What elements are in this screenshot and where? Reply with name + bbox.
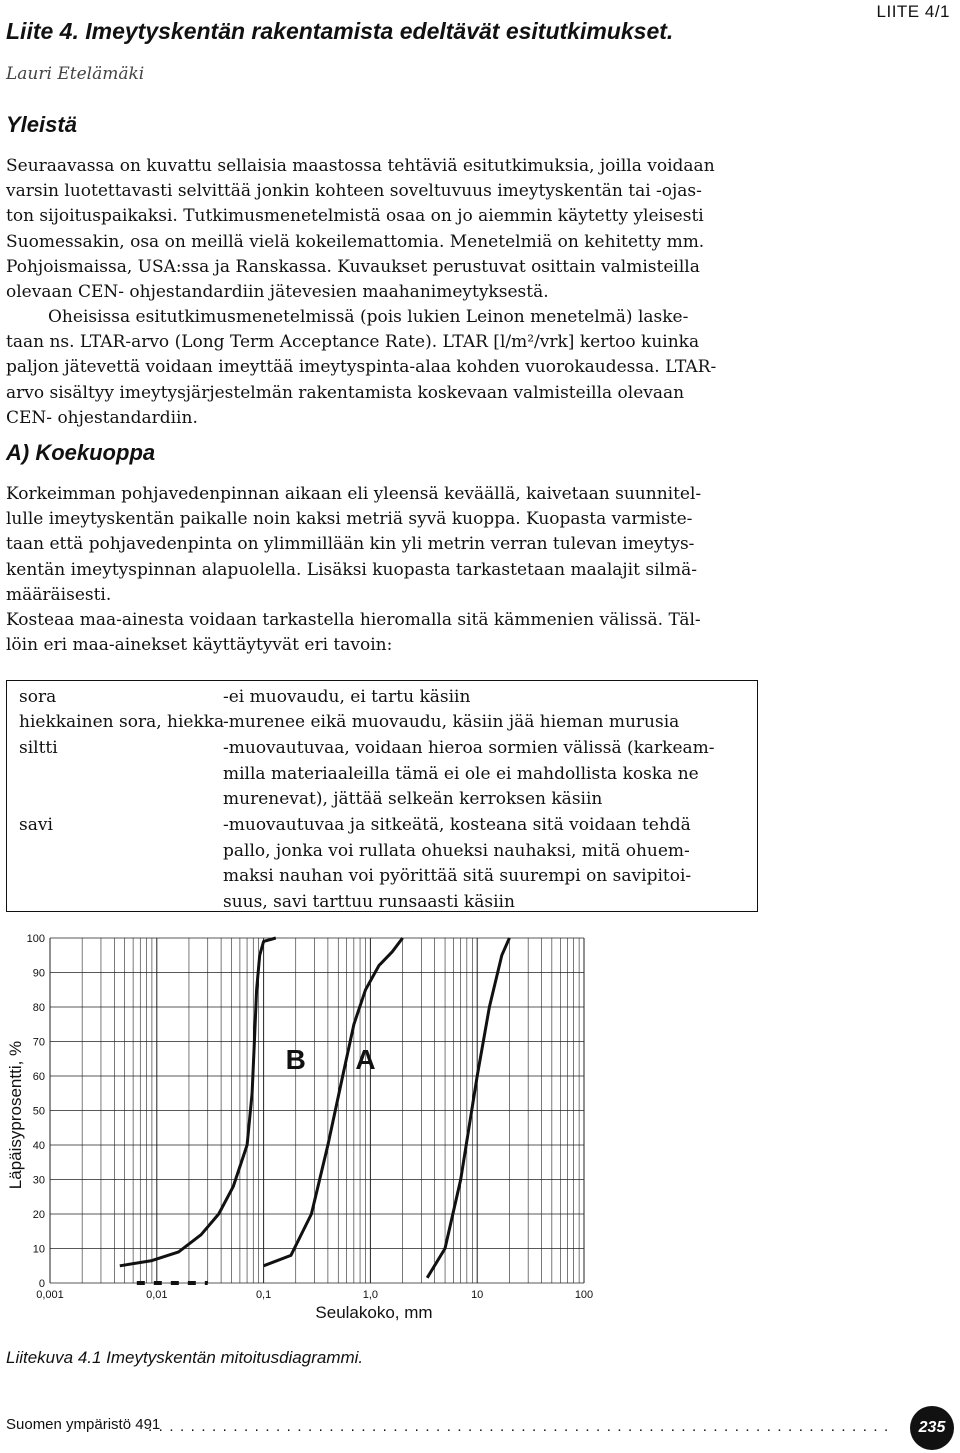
- text-line: varsin luotettavasti selvittää jonkin kohteen soveltuvuus imeytyskentän tai -ojas-: [6, 181, 702, 202]
- y-tick-label: 0: [38, 1278, 45, 1290]
- soil-description-line: -muovautuvaa, voidaan hieroa sormien välissä (karkeam-: [223, 738, 715, 758]
- y-tick-label: 20: [32, 1209, 45, 1221]
- paragraph-general-1: [6, 154, 758, 305]
- text-line: CEN- ohjestandardiin.: [6, 407, 198, 428]
- figure-caption: Liitekuva 4.1 Imeytyskentän mitoitusdiagrammi.: [6, 1348, 364, 1367]
- soil-description: [223, 685, 470, 711]
- soil-behaviour-table: [6, 680, 758, 912]
- section-heading-test-pit: A) Koekuoppa: [6, 440, 156, 465]
- text-line: arvo sisältyy imeytysjärjestelmän rakentamista koskevaan valmisteilla olevaan: [6, 382, 685, 403]
- text-line: ton sijoituspaikaksi. Tutkimusmenetelmistä osaa on jo aiemmin käytetty yleisesti: [6, 206, 704, 227]
- text-line: Suomessakin, osa on meillä vielä kokeilemattomia. Menetelmiä on kehitetty mm.: [6, 231, 705, 252]
- x-tick-label: 1,0: [362, 1289, 379, 1301]
- grain-size-chart: [0, 925, 640, 1335]
- soil-description-line: milla materiaaleilla tämä ei ole ei mahdollista koska ne: [223, 763, 699, 784]
- soil-term: hiekkainen sora, hiekka: [19, 712, 225, 732]
- grain-size-chart-svg: [0, 925, 640, 1335]
- soil-description-line: -ei muovaudu, ei tartu käsiin: [223, 687, 471, 707]
- x-axis-title: Seulakoko, mm: [315, 1303, 433, 1322]
- x-tick-label: 0,001: [36, 1289, 64, 1301]
- y-tick-label: 100: [26, 933, 45, 945]
- soil-description: [223, 813, 691, 915]
- text-line: olevaan CEN- ohjestandardiin jätevesien maahanimeytyksestä.: [6, 282, 549, 303]
- x-tick-label: 10: [471, 1289, 484, 1301]
- soil-term: siltti: [19, 738, 58, 758]
- section-heading-general: Yleistä: [6, 112, 77, 137]
- soil-description-line: -murenee eikä muovaudu, käsiin jää hieman murusia: [223, 712, 680, 732]
- appendix-title: Liite 4. Imeytyskentän rakentamista edeltävät esitutkimukset.: [6, 18, 674, 44]
- text-line: Kosteaa maa-ainesta voidaan tarkastella hieromalla sitä kämmenien välissä. Täl-: [6, 610, 701, 630]
- paragraph-general-2: [6, 305, 758, 431]
- text-line: määräisesti.: [6, 584, 112, 605]
- text-line: paljon jätevettä voidaan imeyttää imeytyspinta-alaa kohden vuorokaudessa. LTAR-: [6, 357, 717, 378]
- grain-size-curve: [120, 938, 276, 1266]
- appendix-tag: LIITE 4/1: [876, 2, 950, 21]
- page-number-badge: 235: [910, 1406, 954, 1450]
- grain-size-curve: [427, 938, 509, 1278]
- y-tick-label: 30: [32, 1174, 45, 1187]
- footer-dot-leader: ......................................................................: [148, 1418, 895, 1432]
- soil-description-line: maksi nauhan voi pyörittää sitä suurempi on savipitoi-: [223, 866, 692, 886]
- text-line: Oheisissa esitutkimusmenetelmissä (pois lukien Leinon menetelmä) laske-: [48, 307, 689, 327]
- text-line: löin eri maa-ainekset käyttäytyvät eri tavoin:: [6, 635, 393, 656]
- x-tick-label: 0,01: [146, 1289, 168, 1301]
- soil-description-line: murenevat), jättää selkeän kerroksen käsiin: [223, 789, 603, 809]
- author-name: Lauri Etelämäki: [6, 64, 145, 84]
- y-tick-label: 10: [32, 1243, 45, 1256]
- grain-size-curve: [264, 938, 403, 1266]
- y-tick-label: 90: [32, 967, 45, 980]
- text-line: lulle imeytyskentän paikalle noin kaksi metriä syvä kuoppa. Kuopasta varmiste-: [6, 509, 693, 530]
- y-tick-label: 80: [32, 1002, 45, 1014]
- y-tick-label: 60: [32, 1071, 45, 1083]
- y-axis-title: Läpäisyprosentti, %: [6, 1040, 25, 1190]
- soil-term: savi: [19, 815, 53, 835]
- soil-description-line: suus, savi tarttuu runsaasti käsiin: [223, 891, 515, 912]
- text-line: taan että pohjavedenpinta on ylimmillään kin yli metrin verran tulevan imeytys-: [6, 534, 695, 555]
- y-tick-label: 70: [32, 1036, 45, 1049]
- x-tick-label: 0,1: [255, 1289, 272, 1301]
- x-tick-label: 100: [574, 1289, 594, 1301]
- soil-description: [223, 736, 715, 813]
- paragraph-test-pit-2: [6, 608, 758, 658]
- y-tick-label: 40: [32, 1140, 45, 1152]
- footer-series-name: Suomen ympäristö 491: [6, 1416, 161, 1433]
- text-line: Pohjoismaissa, USA:ssa ja Ranskassa. Kuvaukset perustuvat osittain valmisteilla: [6, 256, 700, 277]
- text-line: Korkeimman pohjavedenpinnan aikaan eli yleensä keväällä, kaivetaan suunnitel-: [6, 484, 702, 504]
- soil-term: sora: [19, 687, 57, 707]
- text-line: kentän imeytyspinnan alapuolella. Lisäksi kuopasta tarkastetaan maalajit silmä-: [6, 559, 697, 580]
- curve-label: B: [285, 1044, 306, 1076]
- y-tick-label: 50: [32, 1105, 45, 1118]
- text-line: taan ns. LTAR-arvo (Long Term Acceptance Rate). LTAR [l/m²/vrk] kertoo kuinka: [6, 332, 700, 353]
- paragraph-test-pit-1: [6, 482, 758, 608]
- soil-description-line: -muovautuvaa ja sitkeätä, kosteana sitä voidaan tehdä: [223, 815, 691, 835]
- text-line: Seuraavassa on kuvattu sellaisia maastossa tehtäviä esitutkimuksia, joilla voidaan: [6, 156, 715, 176]
- soil-description: [223, 710, 679, 736]
- soil-description-line: pallo, jonka voi rullata ohueksi nauhaksi, mitä ohuem-: [223, 840, 690, 861]
- curve-label: A: [355, 1044, 376, 1076]
